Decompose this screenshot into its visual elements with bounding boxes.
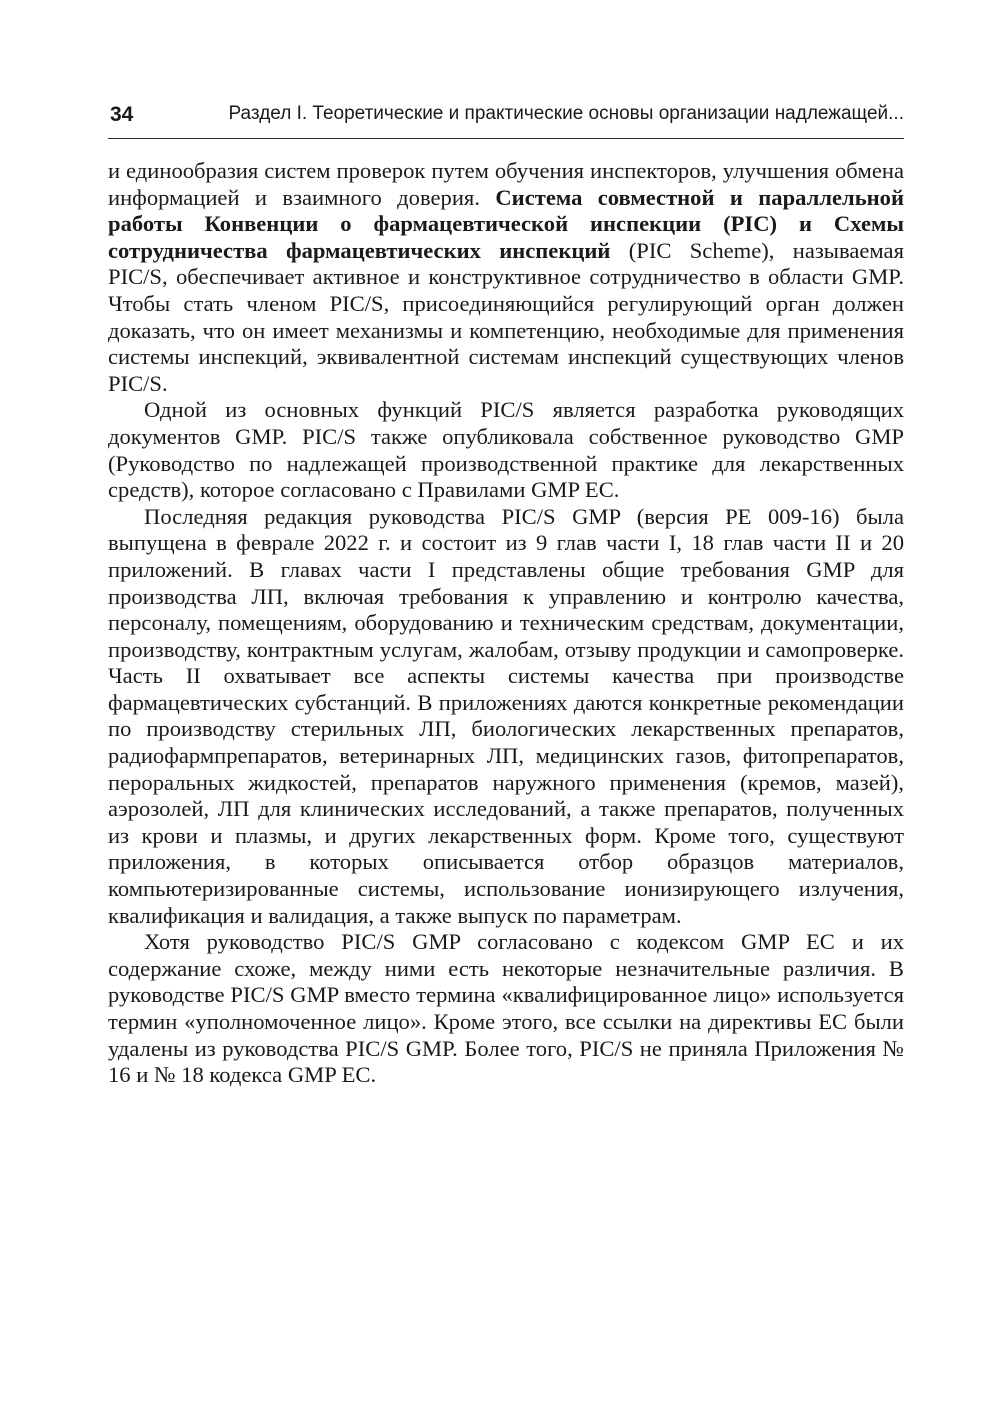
page-number: 34 — [110, 103, 134, 126]
page-header — [108, 98, 904, 139]
paragraph-3: Последняя редакция руководства PIC/S GMP (версия PE 009-16) была выпущена в феврале 2022 г. и состоит из 9 глав части I, 18 глав части II и 20 приложений. В главах части I представлены общие требования GMP для производства ЛП, включая требования к управлению и контролю качества, персоналу, помещениям, оборудованию и техническим средствам, документации, производству, контрактным услугам, жалобам, отзыву продукции и самопроверке. Часть II охватывает все аспекты системы качества при производстве фармацевтических субстанций. В приложениях даются конкретные рекомендации по производству стерильных ЛП, биологических лекарственных препаратов, радиофармпрепаратов, ветеринарных ЛП, медицинских газов, фитопрепаратов, пероральных жидкостей, препаратов наружного применения (кремов, мазей), аэрозолей, ЛП для клинических исследований, а также препаратов, полученных из крови и плазмы, и других лекарственных форм. Кроме того, существуют приложения, в которых описывается отбор образцов материалов, компьютеризированные системы, использование ионизирующего излучения, квалификация и валидация, а также выпуск по параметрам. — [108, 503, 904, 928]
paragraph-1 — [108, 158, 904, 397]
running-title: Раздел I. Теоретические и практические основы организации надлежащей... — [228, 103, 904, 124]
paragraph-1-bold-term: Система совместной и параллельной работы Конвенции о фармацевтической инспекции (PIC) и Схемы сотрудничества фармацевтических инспекций — [108, 184, 904, 263]
paragraph-1-intro: и единообразия систем проверок путем обучения инспекторов, улучшения обмена информацией и взаимного доверия. — [108, 158, 904, 210]
paragraph-1-rest: (PIC Scheme), называемая PIC/S, обеспечивает активное и конструктивное сотрудничество в области GMP. Чтобы стать членом PIC/S, присоединяющийся регулирующий орган должен доказать, что он имеет механизмы и компетенцию, необходимые для применения системы инспекций, эквивалентной системам инспекций существующих членов PIC/S. — [108, 237, 904, 396]
paragraph-2: Одной из основных функций PIC/S является разработка руководящих документов GMP. PIC/S также опубликовала собственное руководство GMP (Руководство по надлежащей производственной практике для лекарственных средств), которое согласовано с Правилами GMP ЕС. — [108, 397, 904, 503]
paragraph-4: Хотя руководство PIC/S GMP согласовано с кодексом GMP ЕС и их содержание схоже, между ними есть некоторые незначительные различия. В руководстве PIC/S GMP вместо термина «квалифицированное лицо» используется термин «уполномоченное лицо». Кроме этого, все ссылки на директивы ЕС были удалены из руководства PIC/S GMP. Более того, PIC/S не приняла Приложения № 16 и № 18 кодекса GMP ЕС. — [108, 929, 904, 1088]
body-text — [108, 158, 904, 1089]
